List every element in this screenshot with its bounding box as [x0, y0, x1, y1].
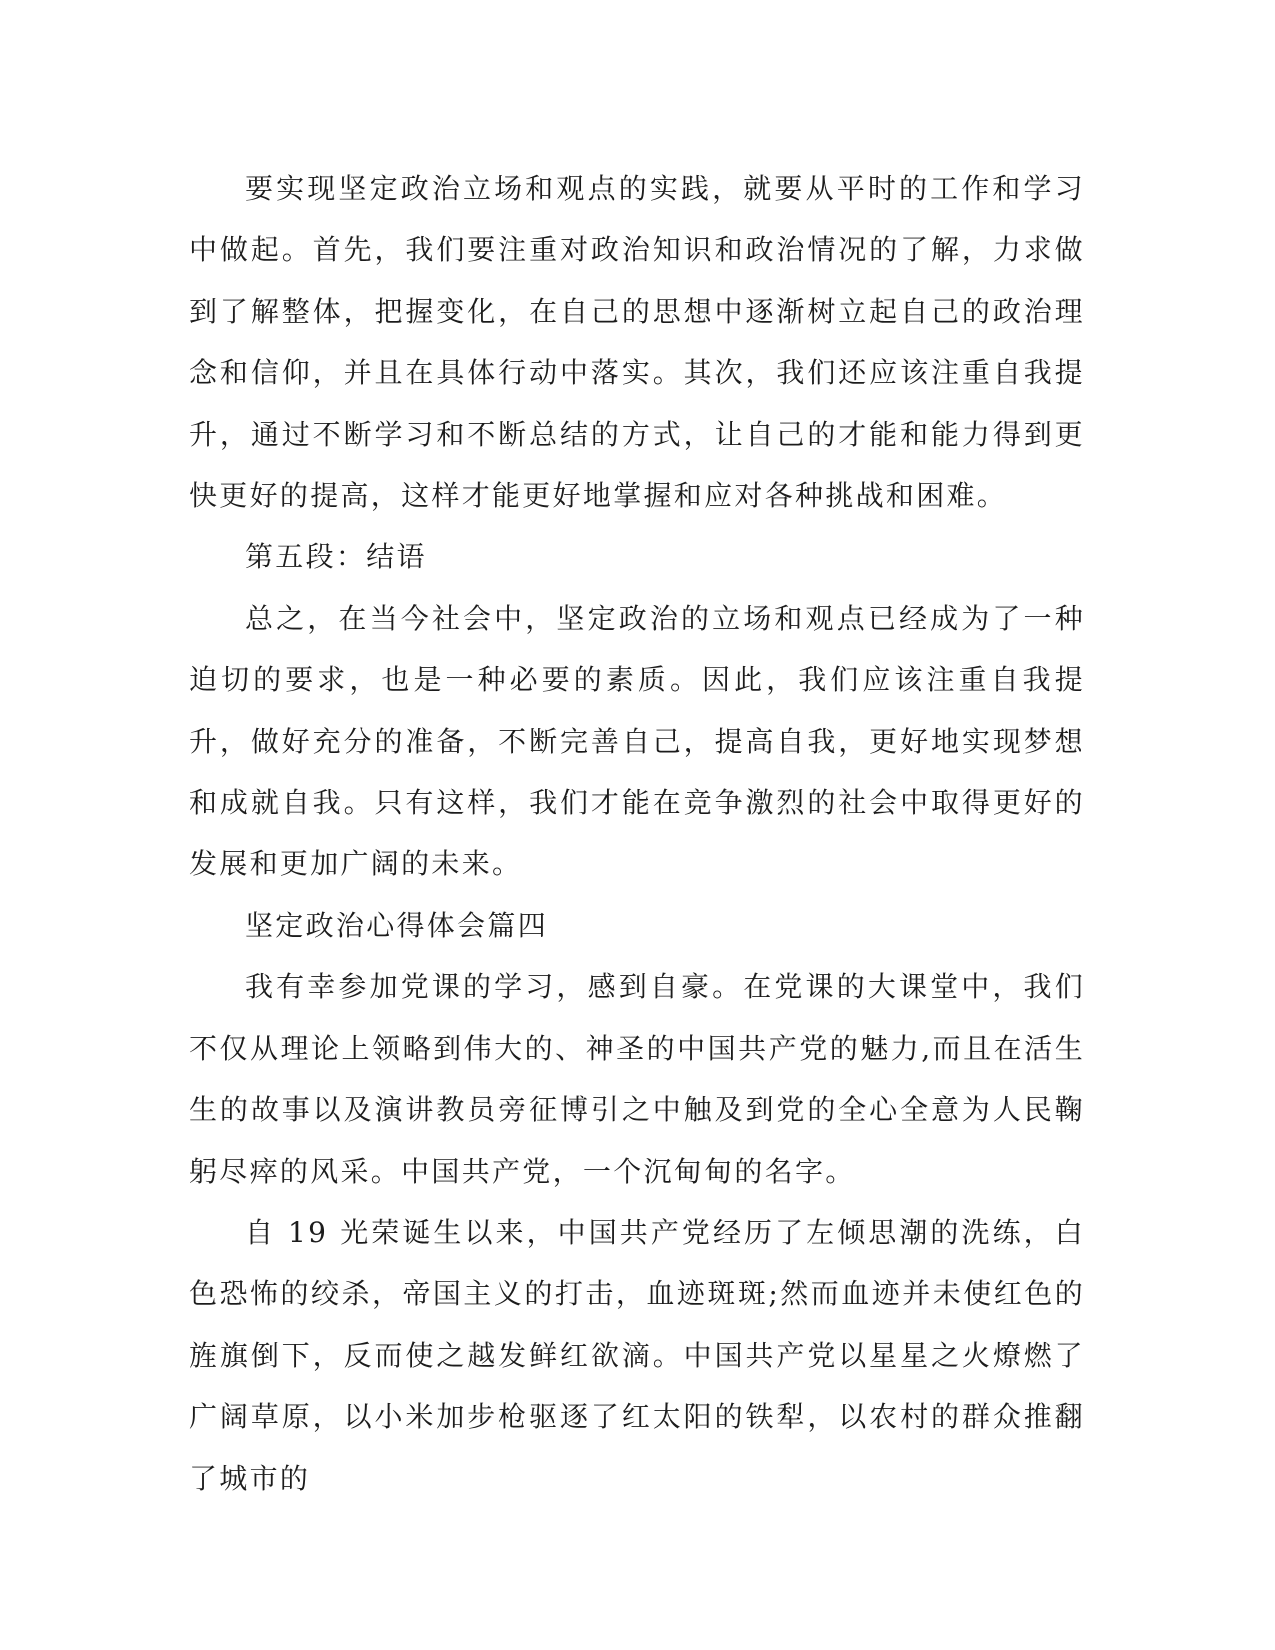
article-title-part-four: 坚定政治心得体会篇四: [245, 908, 549, 942]
paragraph-practice: 要实现坚定政治立场和观点的实践，就要从平时的工作和学习中做起。首先，我们要注重对政治知识和政治情况的了解，力求做到了解整体，把握变化，在自己的思想中逐渐树立起自己的政治理念和信仰，并且在具体行动中落实。其次，我们还应该注重自我提升，通过不断学习和不断总结的方式，让自己的才能和能力得到更快更好的提高，这样才能更好地掌握和应对各种挑战和困难。: [189, 172, 1085, 513]
paragraph-party-class: 我有幸参加党课的学习，感到自豪。在党课的大课堂中，我们不仅从理论上领略到伟大的、神圣的中国共产党的魅力,而且在活生生的故事以及演讲教员旁征博引之中触及到党的全心全意为人民鞠躬尽瘁的风采。中国共产党，一个沉甸甸的名字。: [189, 970, 1085, 1188]
paragraph-conclusion: 总之，在当今社会中，坚定政治的立场和观点已经成为了一种迫切的要求，也是一种必要的素质。因此，我们应该注重自我提升，做好充分的准备，不断完善自己，提高自我，更好地实现梦想和成就自我。只有这样，我们才能在竞争激烈的社会中取得更好的发展和更加广阔的未来。: [189, 601, 1085, 881]
paragraph-party-history: 自 19 光荣诞生以来，中国共产党经历了左倾思潮的洗练，白色恐怖的绞杀，帝国主义的打击，血迹斑斑;然而血迹并未使红色的旌旗倒下，反而使之越发鲜红欲滴。中国共产党以星星之火燎燃了广阔草原，以小米加步枪驱逐了红太阳的铁犁，以农村的群众推翻了城市的: [189, 1215, 1085, 1495]
document-body: [189, 158, 1085, 1509]
section-heading-conclusion: 第五段：结语: [245, 540, 427, 574]
